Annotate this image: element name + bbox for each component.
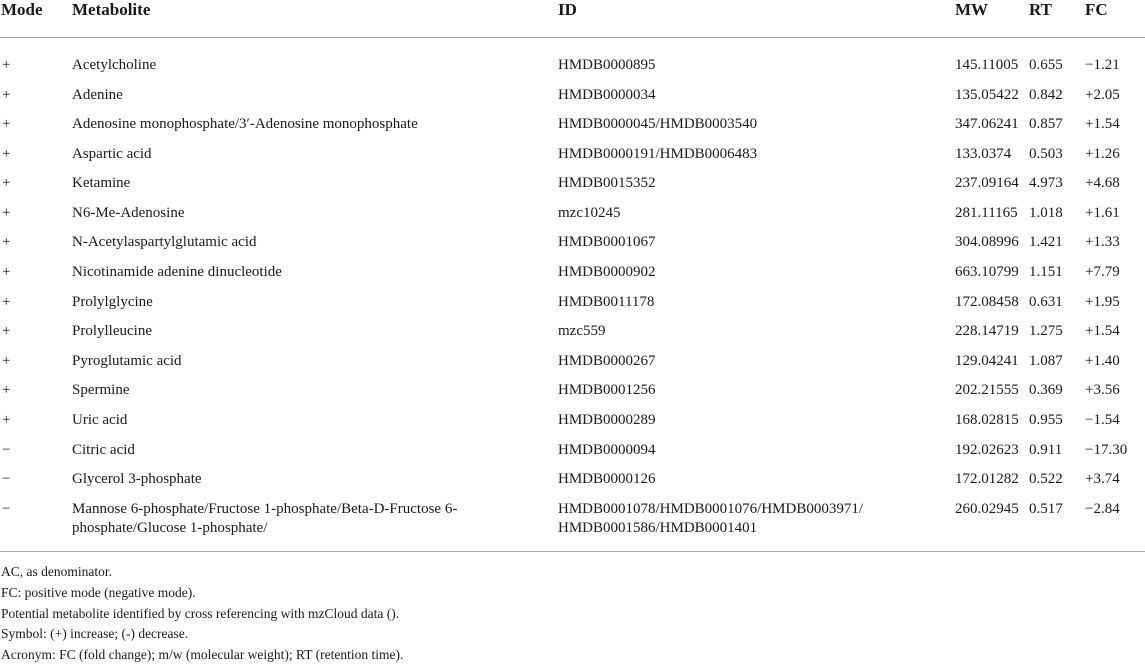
mw-cell: 260.02945	[955, 494, 1029, 552]
rt-cell: 0.655	[1029, 57, 1063, 73]
footnote-line: AC, as denominator.	[1, 564, 112, 580]
table-row	[0, 287, 1145, 317]
fc-cell: −1.54	[1085, 412, 1120, 429]
table-row	[0, 227, 1145, 257]
mw-cell: 168.02815	[955, 412, 1019, 429]
metabolite-cell: Spermine	[72, 382, 130, 399]
mode-cell: −	[2, 471, 11, 488]
rt-cell: 4.973	[1029, 175, 1063, 192]
fc-cell: +7.79	[1085, 264, 1120, 281]
table-row	[0, 80, 1145, 110]
table-row	[0, 346, 1145, 376]
id-cell: HMDB0000034	[558, 86, 656, 103]
table-row	[0, 464, 1145, 494]
mw-cell: 129.04241	[955, 352, 1019, 369]
mw-cell: 145.11005	[955, 57, 1019, 73]
id-cell: HMDB0000267	[558, 352, 656, 369]
rt-cell: 0.517	[1029, 494, 1085, 552]
rt-cell: 1.421	[1029, 234, 1063, 251]
id-cell: HMDB0000289	[558, 412, 656, 429]
mw-cell: 172.08458	[955, 293, 1019, 310]
id-cell: HMDB0011178	[558, 293, 655, 310]
mw-cell: 133.0374	[955, 145, 1012, 162]
mode-cell: +	[2, 204, 11, 221]
id-cell: HMDB0000902	[558, 264, 656, 281]
id-cell: mzc559	[558, 323, 606, 340]
mode-cell: +	[2, 382, 11, 399]
metabolite-cell: N-Acetylaspartylglutamic acid	[72, 234, 257, 251]
id-cell: HMDB0001256	[558, 382, 656, 399]
fc-cell: −1.21	[1085, 57, 1120, 73]
mw-cell: 172.01282	[955, 471, 1019, 488]
id-cell: HMDB0015352	[558, 175, 656, 192]
metabolite-cell: Adenine	[72, 86, 123, 103]
header-mode: Mode	[0, 0, 72, 38]
mw-cell: 192.02623	[955, 441, 1019, 458]
rt-cell: 0.503	[1029, 145, 1063, 162]
fc-cell: −2.84	[1085, 494, 1145, 552]
header-rt: RT	[1029, 0, 1085, 38]
rt-cell: 1.151	[1029, 264, 1063, 281]
table-row	[0, 375, 1145, 405]
table-body	[0, 38, 1145, 552]
mw-cell: 202.21555	[955, 382, 1019, 399]
mw-cell: 663.10799	[955, 264, 1019, 281]
fc-cell: +1.54	[1085, 323, 1120, 340]
mode-cell: +	[2, 57, 11, 73]
header-fc: FC	[1085, 0, 1145, 38]
table-row	[0, 168, 1145, 198]
metabolite-cell: N6-Me-Adenosine	[72, 204, 185, 221]
table-row	[0, 198, 1145, 228]
metabolite-cell: Nicotinamide adenine dinucleotide	[72, 264, 282, 281]
fc-cell: +3.56	[1085, 382, 1120, 399]
metabolite-cell: Prolylglycine	[72, 293, 153, 310]
header-mw: MW	[955, 0, 1029, 38]
header-id: ID	[558, 0, 955, 38]
metabolite-cell: Citric acid	[72, 441, 135, 458]
rt-cell: 0.857	[1029, 116, 1063, 133]
rt-cell: 0.955	[1029, 412, 1063, 429]
mode-cell: +	[2, 86, 11, 103]
footnote-line: Symbol: (+) increase; (-) decrease.	[1, 626, 189, 642]
fc-cell: +3.74	[1085, 471, 1120, 488]
mode-cell: +	[2, 264, 11, 281]
mw-cell: 237.09164	[955, 175, 1019, 192]
mw-cell: 228.14719	[955, 323, 1019, 340]
fc-cell: +1.40	[1085, 352, 1120, 369]
mw-cell: 135.05422	[955, 86, 1019, 103]
mw-cell: 281.11165	[955, 204, 1018, 221]
table-row	[0, 38, 1145, 80]
id-cell: HMDB0000895	[558, 57, 656, 73]
mw-cell: 304.08996	[955, 234, 1019, 251]
mode-cell: +	[2, 293, 11, 310]
id-cell: HMDB0001067	[558, 234, 656, 251]
metabolite-cell: Acetylcholine	[72, 57, 157, 73]
id-cell: HMDB0000045/HMDB0003540	[558, 116, 758, 133]
mode-cell: +	[2, 116, 11, 133]
table-row	[0, 494, 1145, 552]
footnote-line: Potential metabolite identified by cross referencing with mzCloud data ().	[1, 605, 400, 621]
fc-cell: +4.68	[1085, 175, 1120, 192]
rt-cell: 1.018	[1029, 204, 1063, 221]
mode-cell: −	[2, 441, 11, 458]
id-cell: HMDB0001078/HMDB0001076/HMDB0003971/ HMDB0001586/HMDB0001401	[558, 494, 955, 552]
id-cell: mzc10245	[558, 204, 621, 221]
table-row	[0, 139, 1145, 169]
table-row	[0, 405, 1145, 435]
footnote-line: Acronym: FC (fold change); m/w (molecular weight); RT (retention time).	[1, 646, 404, 662]
metabolite-cell: Prolylleucine	[72, 323, 152, 340]
table-row	[0, 257, 1145, 287]
id-cell: HMDB0000126	[558, 471, 656, 488]
metabolite-cell: Glycerol 3-phosphate	[72, 471, 202, 488]
id-cell: HMDB0000094	[558, 441, 656, 458]
footnote-line: FC: positive mode (negative mode).	[1, 584, 196, 600]
metabolite-cell: Ketamine	[72, 175, 131, 192]
header-metabolite: Metabolite	[72, 0, 558, 38]
rt-cell: 0.842	[1029, 86, 1063, 103]
fc-cell: +2.05	[1085, 86, 1120, 103]
mode-cell: +	[2, 175, 11, 192]
metabolite-cell: Adenosine monophosphate/3′-Adenosine monophosphate	[72, 116, 418, 133]
rt-cell: 0.631	[1029, 293, 1063, 310]
metabolite-cell: Mannose 6-phosphate/Fructose 1-phosphate/Beta-D-Fructose 6-phosphate/Glucose 1-phosphate/	[72, 494, 558, 552]
rt-cell: 1.275	[1029, 323, 1063, 340]
header-row	[0, 0, 1145, 38]
metabolite-cell: Uric acid	[72, 412, 128, 429]
rt-cell: 0.369	[1029, 382, 1063, 399]
mode-cell: +	[2, 412, 11, 429]
fc-cell: −17.30	[1085, 441, 1128, 458]
fc-cell: +1.26	[1085, 145, 1120, 162]
table-footnotes	[0, 562, 1145, 665]
metabolite-cell: Pyroglutamic acid	[72, 352, 182, 369]
table-row	[0, 109, 1145, 139]
mode-cell: +	[2, 323, 11, 340]
table-row	[0, 435, 1145, 465]
rt-cell: 1.087	[1029, 352, 1063, 369]
fc-cell: +1.61	[1085, 204, 1120, 221]
rt-cell: 0.522	[1029, 471, 1063, 488]
mode-cell: −	[0, 494, 72, 552]
fc-cell: +1.54	[1085, 116, 1120, 133]
rt-cell: 0.911	[1029, 441, 1063, 458]
mode-cell: +	[2, 234, 11, 251]
mode-cell: +	[2, 352, 11, 369]
metabolite-cell: Aspartic acid	[72, 145, 152, 162]
mw-cell: 347.06241	[955, 116, 1019, 133]
fc-cell: +1.95	[1085, 293, 1120, 310]
fc-cell: +1.33	[1085, 234, 1120, 251]
mode-cell: +	[2, 145, 11, 162]
table-row	[0, 316, 1145, 346]
id-cell: HMDB0000191/HMDB0006483	[558, 145, 758, 162]
